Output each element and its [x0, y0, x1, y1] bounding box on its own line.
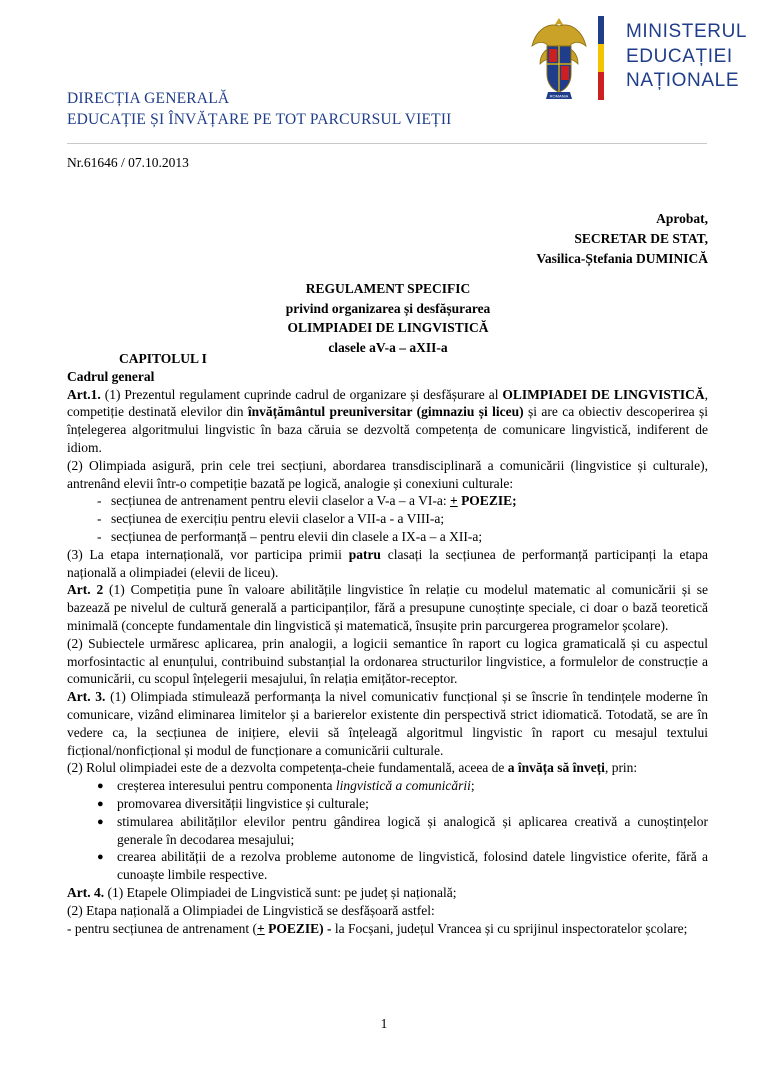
section-item-1-poetry: POEZIE;	[457, 493, 517, 509]
art4-p1-text: (1) Etapele Olimpiadei de Lingvistică sunt: pe județ și națională;	[104, 884, 457, 900]
title-line-2: privind organizarea și desfășurarea	[285, 300, 491, 316]
approval-line-3: Vasilica-Ștefania DUMINICĂ	[536, 251, 708, 266]
bullet-dot-icon: ●	[97, 815, 104, 828]
art4-p3-poetry: POEZIE) -	[264, 920, 335, 936]
title-line-4: clasele aV-a – aXII-a	[328, 339, 448, 355]
art1-p3-a: (3) La etapa internațională, vor participa primii	[67, 546, 349, 562]
section-item-3-text: secțiunea de performanță – pentru elevii din clasele a IX-a – a XII-a;	[111, 528, 483, 544]
bullet-item-2	[67, 795, 708, 813]
art4-paragraph-2: (2) Etapa națională a Olimpiadei de Lingvistică se desfășoară astfel:	[67, 902, 435, 918]
bullet-item-1	[67, 777, 708, 795]
section-item-1: - secțiunea de antrenament pentru elevii claselor a V-a – a VI-a: + POEZIE;	[97, 493, 517, 509]
art3-label: Art. 3.	[67, 689, 106, 705]
department-line-2: EDUCAȚIE ȘI ÎNVĂȚARE PE TOT PARCURSUL VIEȚII	[67, 111, 452, 128]
bullet-3-text: stimularea abilităților elevilor pentru gândirea logică și analogică și aplicarea creativă a cunoștințelor generale în decodarea mesajului;	[117, 813, 708, 847]
ministry-name	[626, 20, 747, 94]
bullet-dot-icon: ●	[97, 780, 104, 793]
approval-line-2: SECRETAR DE STAT,	[574, 231, 708, 246]
art3-p2-a: (2) Rolul olimpiadei este de a dezvolta competența-cheie fundamentală, aceea de	[67, 760, 508, 776]
art1-paragraph-1	[67, 386, 708, 457]
document-number: Nr.61646 / 07.10.2013	[67, 155, 189, 170]
ministry-line-1: MINISTERUL	[626, 21, 748, 42]
art3-p1-text: (1) Olimpiada stimulează performanța la nivel comunicativ funcțional și se înscrie în tendințele moderne în comunicare, vizând eliminarea limitelor și a barierelor existente din perspectivă strict idiomatică. Totodată, se are în vedere ca, la secțiunea de inițiere, elevii să înțeleagă algoritmul lingvistic în raport cu mesajul textului ficțional/nonficțional și modul de funcționare a comunicării culturale.	[67, 689, 708, 758]
art1-paragraph-2: (2) Olimpiada asigură, prin cele trei secțiuni, abordarea transdisciplinară a comunicării (lingvistice și culturale), antrenând elevii într-o competiție bazată pe logică, analogie și conexiuni culturale:	[67, 457, 708, 491]
art4-paragraph-1	[67, 884, 708, 902]
document-body	[67, 350, 708, 937]
bullet-1-text-a: creșterea interesului pentru componenta	[117, 778, 336, 794]
art2-paragraph-1	[67, 581, 708, 634]
art4-p3-a: - pentru secțiunea de antrenament (	[67, 920, 258, 936]
title-line-3: OLIMPIADEI DE LINGVISTICĂ	[287, 320, 489, 335]
art4-p3-plus: +	[257, 920, 265, 936]
emblem-banner-text: ROMANIA	[549, 93, 569, 99]
art2-paragraph-2: (2) Subiectele urmăresc aplicarea, prin analogii, a logicii semantice în raport cu logica gramaticală și cu aspectul morfosintactic al enunțului, contribuind substanțial la ordonarea structurilor lingvistice, a formulelor de construcție a comunicării, cu scopul înțelegerii mesajului, în relația emițător-receptor.	[67, 635, 708, 687]
art3-paragraph-2	[67, 759, 708, 777]
bullet-dot-icon: ●	[97, 797, 104, 810]
art3-p2-c: , prin:	[604, 760, 638, 776]
bullet-1-italic: lingvistică a comunicării	[335, 778, 471, 794]
flag-blue	[598, 16, 604, 44]
flag-stripe	[598, 16, 604, 100]
approval-line-1: Aprobat,	[656, 211, 708, 226]
bullet-1-text-c: ;	[470, 778, 475, 794]
art1-education-level: învățământul preuniversitar (gimnaziu și liceu)	[247, 404, 524, 420]
chapter-heading: CAPITOLUL I	[119, 351, 207, 366]
bullet-4-text: crearea abilității de a rezolva probleme autonome de lingvistică, folosind datele lingvistice oferite, fără a cunoaște limbile respective.	[117, 849, 708, 883]
art1-p3-four: patru	[348, 546, 381, 562]
art4-paragraph-3	[67, 920, 708, 938]
art1-paragraph-3	[67, 546, 708, 582]
chapter-subheading: Cadrul general	[67, 368, 155, 384]
romanian-coat-of-arms-icon	[530, 12, 588, 104]
art3-paragraph-1	[67, 688, 708, 759]
issuing-department	[67, 88, 452, 130]
title-line-1: REGULAMENT SPECIFIC	[305, 281, 471, 296]
flag-red	[598, 72, 604, 100]
flag-yellow	[598, 44, 604, 72]
document-title	[200, 279, 576, 357]
art1-text-e: și are ca obiectiv descoperirea și înțelegerea algoritmului lingvistic în baza căruia se dezvoltă competența de comunicare lingvistică, indiferent de idiom.	[67, 404, 708, 455]
art1-label: Art.1.	[67, 386, 101, 402]
section-item-2-text: secțiunea de exercițiu pentru elevii claselor a VII-a - a VIII-a;	[111, 511, 445, 527]
section-item-1-text: secțiunea de antrenament pentru elevii claselor a V-a – a VI-a:	[111, 493, 450, 509]
page-number: 1	[380, 1016, 388, 1031]
art2-p1-text: (1) Competiția pune în valoare abilitățile lingvistice în relație cu modelul matematic al comunicării și se bazează pe nivelul de cultură generală a participanților, fără a presupune cunoștințe speciale, ci doar o bază teoretică minimală (concepte fundamentale din lingvistică și matematică, însușite prin parcurgerea programelor școlare).	[67, 582, 708, 633]
art4-label: Art. 4.	[67, 884, 105, 900]
department-line-1: DIRECȚIA GENERALĂ	[67, 90, 230, 107]
art1-olympiad-name: OLIMPIADEI DE LINGVISTICĂ	[502, 386, 705, 402]
bullet-item-4	[67, 848, 708, 884]
header-divider	[67, 143, 707, 144]
section-item-1-plus: +	[449, 493, 458, 509]
bullet-dot-icon: ●	[97, 851, 104, 864]
ministry-line-2: EDUCAȚIEI	[626, 45, 733, 67]
art1-text-c: , competiție destinată elevilor din	[67, 386, 708, 420]
art4-p3-c: la Focșani, județul Vrancea și cu sprijinul inspectoratelor școlare;	[334, 920, 688, 936]
art1-text-a: (1) Prezentul regulament cuprinde cadrul de organizare și desfășurare al	[100, 386, 503, 402]
bullet-2-text: promovarea diversității lingvistice și culturale;	[117, 795, 369, 811]
art2-label: Art. 2	[67, 582, 104, 598]
art1-p3-c: clasați la secțiunea de performanță participanți la etapa națională a olimpiadei (elevii de liceu).	[67, 546, 708, 580]
section-item-3: - secțiunea de performanță – pentru elevii din clasele a IX-a – a XII-a;	[97, 528, 483, 544]
approval-block	[536, 209, 708, 269]
ministry-line-3: NAȚIONALE	[626, 70, 740, 91]
art3-p2-learn: a învăța să înveți	[507, 760, 605, 776]
section-item-2: - secțiunea de exercițiu pentru elevii claselor a VII-a - a VIII-a;	[97, 511, 445, 527]
bullet-item-3	[67, 813, 708, 849]
